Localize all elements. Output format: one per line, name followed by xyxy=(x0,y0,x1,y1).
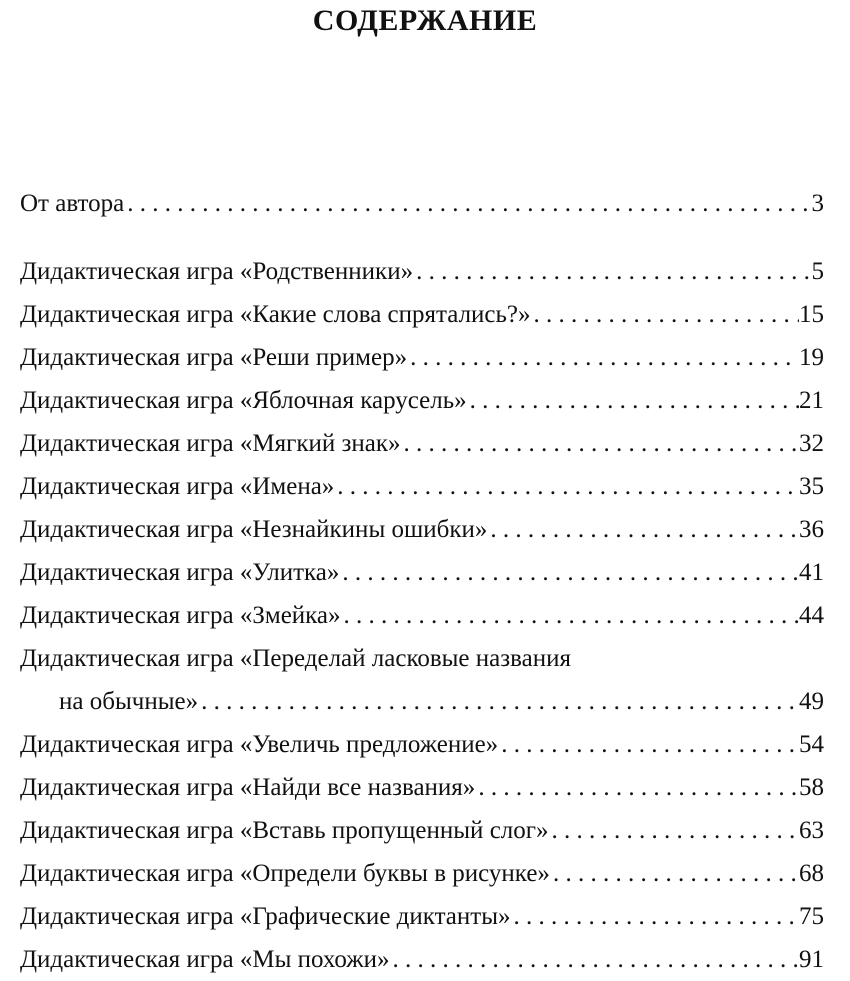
toc-entry-text-line1: Дидактическая игра «Переделай ласковые названия xyxy=(20,645,571,672)
toc-page-number: 15 xyxy=(799,301,824,328)
toc-page-number: 36 xyxy=(799,516,824,543)
dot-leader xyxy=(498,723,799,766)
toc-page-number: 68 xyxy=(799,860,824,887)
toc-entry xyxy=(20,293,824,336)
toc-entry-text: Дидактическая игра «Змейка» xyxy=(20,602,341,629)
toc-entry-text: Дидактическая игра «Мы похожи» xyxy=(20,946,390,973)
dot-leader xyxy=(334,465,799,508)
toc-page-number: 5 xyxy=(811,258,824,285)
toc-entry xyxy=(20,723,824,766)
toc-entry-text: Дидактическая игра «Реши пример» xyxy=(20,344,408,371)
toc-entry xyxy=(20,809,824,852)
toc-entry xyxy=(20,336,824,379)
dot-leader xyxy=(531,293,799,336)
section-gap xyxy=(20,225,824,250)
toc-entry-line2 xyxy=(20,680,824,723)
toc-entry-text-line2: на обычные» xyxy=(59,688,199,715)
toc-entry-text: От автора xyxy=(20,190,125,217)
toc-entry-text: Дидактическая игра «Графические диктанты» xyxy=(20,903,511,930)
table-of-contents xyxy=(20,182,824,981)
toc-page-number: 75 xyxy=(799,903,824,930)
toc-entry-text: Дидактическая игра «Найди все названия» xyxy=(20,774,476,801)
toc-entry xyxy=(20,250,824,293)
toc-entry xyxy=(20,508,824,551)
toc-entry-text: Дидактическая игра «Улитка» xyxy=(20,559,340,586)
toc-page-number: 32 xyxy=(799,430,824,457)
toc-entry xyxy=(20,852,824,895)
dot-leader xyxy=(339,551,799,594)
toc-page-number: 44 xyxy=(799,602,824,629)
toc-entry xyxy=(20,594,824,637)
dot-leader xyxy=(549,809,799,852)
dot-leader xyxy=(124,182,811,225)
dot-leader xyxy=(467,379,799,422)
dot-leader xyxy=(198,680,799,723)
dot-leader xyxy=(475,766,799,809)
toc-entry xyxy=(20,895,824,938)
toc-page-number: 3 xyxy=(811,190,824,217)
dot-leader xyxy=(550,852,799,895)
dot-leader xyxy=(413,250,811,293)
toc-page-number: 58 xyxy=(799,774,824,801)
dot-leader xyxy=(400,422,799,465)
toc-entry-text: Дидактическая игра «Увеличь предложение» xyxy=(20,731,499,758)
toc-page-number: 91 xyxy=(799,946,824,973)
dot-leader xyxy=(511,895,799,938)
toc-page-number: 54 xyxy=(799,731,824,758)
page-title: СОДЕРЖАНИЕ xyxy=(312,4,538,37)
toc-entry xyxy=(20,938,824,981)
toc-entry-text: Дидактическая игра «Какие слова спрятались?» xyxy=(20,301,531,328)
toc-entry-text: Дидактическая игра «Определи буквы в рисунке» xyxy=(20,860,550,887)
toc-entry xyxy=(20,422,824,465)
toc-entry-text: Дидактическая игра «Вставь пропущенный слог» xyxy=(20,817,549,844)
toc-entry xyxy=(20,766,824,809)
toc-entry xyxy=(20,551,824,594)
toc-entry-text: Дидактическая игра «Имена» xyxy=(20,473,335,500)
toc-entry xyxy=(20,465,824,508)
dot-leader xyxy=(389,938,799,981)
dot-leader xyxy=(487,508,799,551)
toc-entry-text: Дидактическая игра «Яблочная карусель» xyxy=(20,387,467,414)
toc-entry-text: Дидактическая игра «Мягкий знак» xyxy=(20,430,401,457)
toc-entry-multiline xyxy=(20,637,824,723)
toc-entry xyxy=(20,379,824,422)
toc-page-number: 49 xyxy=(799,688,824,715)
toc-page-number: 35 xyxy=(799,473,824,500)
dot-leader xyxy=(407,336,799,379)
toc-page-number: 41 xyxy=(799,559,824,586)
toc-page-number: 21 xyxy=(799,387,824,414)
toc-page-number: 19 xyxy=(799,344,824,371)
toc-entry-text: Дидактическая игра «Родственники» xyxy=(20,258,414,285)
dot-leader xyxy=(341,594,799,637)
toc-entry-author xyxy=(20,182,824,225)
toc-entry-text: Дидактическая игра «Незнайкины ошибки» xyxy=(20,516,488,543)
toc-page-number: 63 xyxy=(799,817,824,844)
